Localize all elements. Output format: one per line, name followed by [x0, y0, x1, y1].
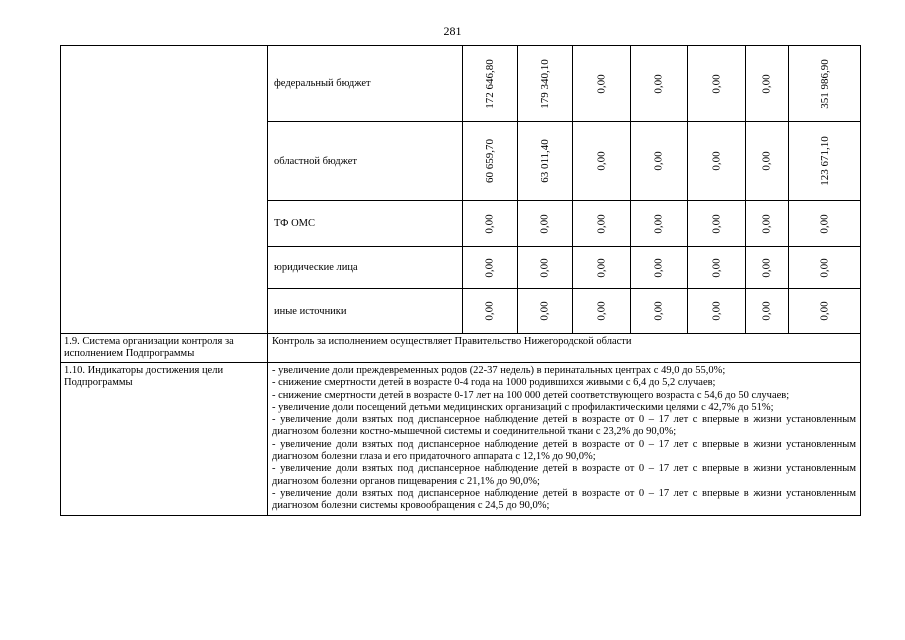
indicator-item: - увеличение доли взятых под диспансерное наблюдение детей в возрасте от 0 – 17 лет с впервые в жизни установленным диагнозом болезни глаза и его придаточного аппарата с 12,1% до 90,0%;: [272, 438, 856, 463]
funding-value: 0,00: [688, 201, 746, 247]
indicator-item: - снижение смертности детей в возрасте 0-4 года на 1000 родившихся живыми с 6,4 до 5,2 случаев;: [272, 377, 716, 389]
funding-value: 0,00: [573, 247, 631, 289]
funding-total: 0,00: [789, 247, 861, 289]
funding-total: 351 986,90: [789, 46, 861, 122]
funding-value: 0,00: [573, 201, 631, 247]
page-number: 281: [443, 24, 462, 38]
funding-value: 179 340,10: [518, 46, 573, 122]
funding-value: 172 646,80: [463, 46, 518, 122]
funding-value: 0,00: [746, 46, 789, 122]
funding-source: иные источники: [268, 289, 463, 334]
funding-value: 0,00: [463, 247, 518, 289]
empty-label-cell: [61, 46, 268, 334]
funding-value: 0,00: [631, 122, 688, 201]
funding-total: 123 671,10: [789, 122, 861, 201]
funding-value: 0,00: [463, 201, 518, 247]
funding-value: 0,00: [631, 46, 688, 122]
funding-value: 0,00: [573, 122, 631, 201]
funding-value: 0,00: [746, 122, 789, 201]
funding-row-federal: [61, 46, 861, 122]
funding-value: 0,00: [688, 247, 746, 289]
funding-value: 0,00: [688, 46, 746, 122]
funding-value: 0,00: [573, 289, 631, 334]
funding-value: 0,00: [688, 289, 746, 334]
funding-value: 0,00: [631, 289, 688, 334]
control-system-row: [61, 334, 861, 363]
funding-value: 0,00: [746, 289, 789, 334]
funding-value: 0,00: [631, 201, 688, 247]
indicator-item: - увеличение доли посещений детьми медицинских организаций с профилактическими целями с 42,7% до 51%;: [272, 401, 774, 413]
funding-total: 0,00: [789, 289, 861, 334]
indicator-item: - увеличение доли взятых под диспансерное наблюдение детей в возрасте от 0 – 17 лет с впервые в жизни установленным диагнозом болезни системы кровообращения с 24,5 до 90,0%;: [272, 487, 856, 512]
funding-value: 0,00: [746, 201, 789, 247]
indicator-item: - увеличение доли взятых под диспансерное наблюдение детей в возрасте от 0 – 17 лет с впервые в жизни установленным диагнозом болезни органов пищеварения с 21,1% до 90,0%;: [272, 463, 856, 487]
indicator-item: - увеличение доли взятых под диспансерное наблюдение детей в возрасте от 0 – 17 лет с впервые в жизни установленным диагнозом болезни костно-мышечной системы и соединительной ткани с 23,2% до 90,0%;: [272, 414, 856, 438]
funding-value: 0,00: [518, 289, 573, 334]
funding-value: 0,00: [631, 247, 688, 289]
subprogram-table: [60, 45, 861, 516]
indicators-row: [61, 363, 861, 516]
indicator-item: - увеличение доли преждевременных родов (22-37 недель) в перинатальных центрах с 49,0 до 55,0%;: [272, 365, 726, 376]
section-label: 1.9. Система организации контроля за исполнением Подпрограммы: [61, 334, 268, 363]
funding-value: 0,00: [688, 122, 746, 201]
funding-value: 0,00: [518, 201, 573, 247]
section-label: 1.10. Индикаторы достижения цели Подпрограммы: [61, 363, 268, 516]
funding-value: 0,00: [573, 46, 631, 122]
funding-value: 60 659,70: [463, 122, 518, 201]
funding-value: 0,00: [463, 289, 518, 334]
section-text: Контроль за исполнением осуществляет Правительство Нижегородской области: [268, 334, 861, 363]
funding-source: ТФ ОМС: [268, 201, 463, 247]
indicator-item: - снижение смертности детей в возрасте 0-17 лет на 100 000 детей соответствующего возраста с 54,6 до 50 случаев;: [272, 389, 790, 401]
funding-source: федеральный бюджет: [268, 46, 463, 122]
funding-source: областной бюджет: [268, 122, 463, 201]
funding-value: 0,00: [746, 247, 789, 289]
funding-value: 63 011,40: [518, 122, 573, 201]
funding-total: 0,00: [789, 201, 861, 247]
indicators-list: [268, 363, 861, 516]
funding-source: юридические лица: [268, 247, 463, 289]
funding-value: 0,00: [518, 247, 573, 289]
